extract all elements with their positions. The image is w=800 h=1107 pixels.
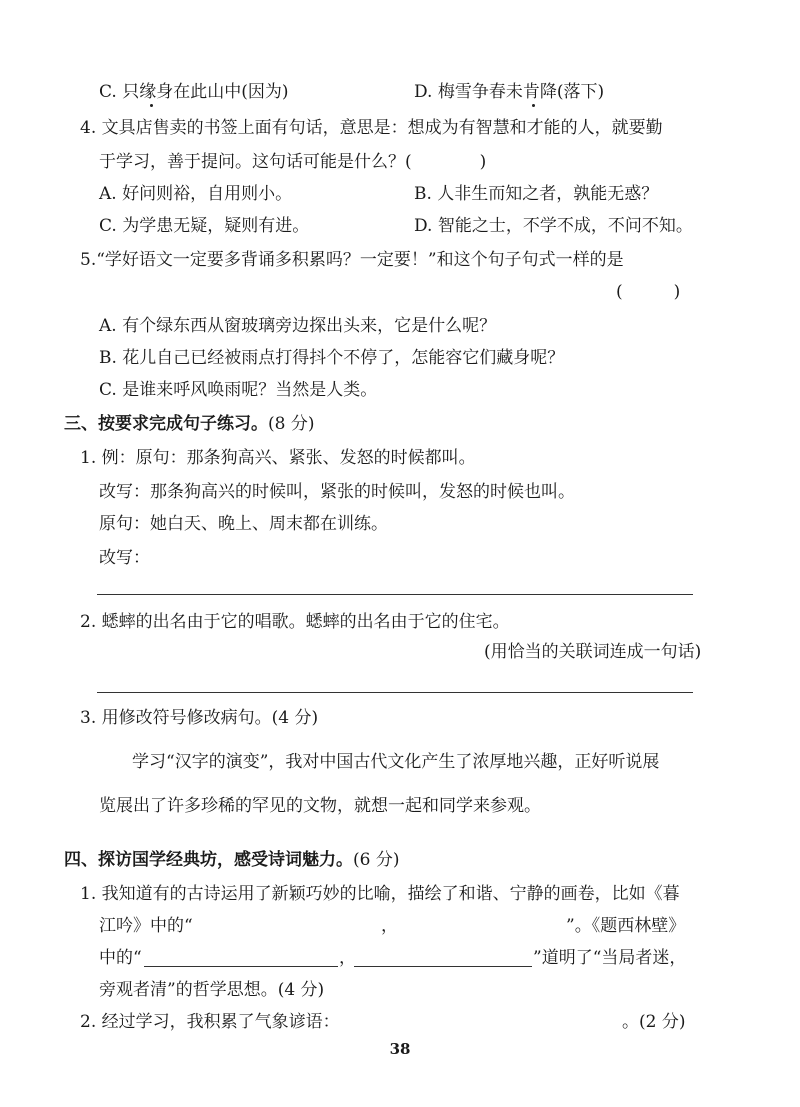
s3-item3-title: 3. 用修改符号修改病句。 — [80, 708, 272, 728]
q3-option-c: C. 只缘身在此山中(因为) — [99, 82, 289, 102]
s3-item3-paragraph-line1: 学习“汉字的演变”，我对中国古代文化产生了浓厚地兴趣，正好听说展 — [132, 752, 660, 772]
section3-heading — [64, 412, 314, 436]
s4-item2-text: 2. 经过学习，我积累了气象谚语： — [80, 1012, 340, 1032]
page-number: 38 — [389, 1040, 411, 1058]
s4-item2-end: 。(2 分) — [622, 1012, 686, 1032]
q5-stem: 5.“学好语文一定要多背诵多积累吗？一定要！”和这个句子句式一样的是 — [80, 250, 624, 270]
q4-option-d: D. 智能之士，不学不成，不问不知。 — [414, 216, 693, 236]
s3-item3-paragraph-line2: 览展出了许多珍稀的罕见的文物，就想一起和同学来参观。 — [99, 796, 541, 816]
emphasis-dot — [150, 104, 153, 107]
fill-blank[interactable] — [354, 966, 532, 967]
s3-item2-hint: (用恰当的关联词连成一句话) — [484, 642, 702, 662]
q5-answer-paren: ( ) — [616, 282, 681, 302]
fill-blank[interactable] — [144, 966, 338, 967]
q3-option-d: D. 梅雪争春未肯降(落下) — [414, 82, 605, 102]
s4-item1-line2-b: ， — [381, 916, 398, 936]
s3-item1-rewrite-example: 改写：那条狗高兴的时候叫，紧张的时候叫，发怒的时候也叫。 — [99, 482, 575, 502]
section4-title: 四、探访国学经典坊，感受诗词魅力。 — [64, 850, 353, 870]
q4-stem-line1: 4. 文具店售卖的书签上面有句话，意思是：想成为有智慧和才能的人，就要勤 — [80, 118, 663, 138]
q4-option-a: A. 好问则裕，自用则小。 — [99, 184, 293, 204]
section4-heading — [64, 848, 399, 872]
q5-option-b: B. 花儿自己已经被雨点打得抖个不停了，怎能容它们藏身呢？ — [99, 348, 565, 368]
s4-item1-line3-b: ， — [339, 948, 356, 968]
q4-stem-line2: 于学习，善于提问。这句话可能是什么？( ) — [99, 152, 487, 172]
emphasis-dot — [532, 104, 535, 107]
s4-item1-line3-c: ”道明了“当局者迷， — [533, 948, 687, 968]
s3-item3-score: (4 分) — [271, 708, 319, 728]
s3-item1-example: 1. 例：原句：那条狗高兴、紧张、发怒的时候都叫。 — [80, 448, 476, 468]
answer-line[interactable] — [97, 692, 693, 693]
q4-option-b: B. 人非生而知之者，孰能无惑？ — [414, 184, 659, 204]
s3-item3-heading — [80, 706, 318, 730]
answer-line[interactable] — [97, 594, 693, 595]
s4-item1-line2-c: ”。《题西林壁》 — [566, 916, 686, 936]
section3-score: (8 分) — [268, 414, 315, 434]
s3-item1-original: 原句：她白天、晚上、周末都在训练。 — [99, 514, 388, 534]
s3-item2-text: 2. 蟋蟀的出名由于它的唱歌。蟋蟀的出名由于它的住宅。 — [80, 612, 510, 632]
q5-option-a: A. 有个绿东西从窗玻璃旁边探出头来，它是什么呢？ — [99, 316, 497, 336]
q4-option-c: C. 为学患无疑，疑则有进。 — [99, 216, 310, 236]
s4-item1-line1: 1. 我知道有的古诗运用了新颖巧妙的比喻，描绘了和谐、宁静的画卷，比如《暮 — [80, 884, 680, 904]
section4-score: (6 分) — [353, 850, 400, 870]
s4-item1-line2-a: 江吟》中的“ — [99, 916, 193, 936]
q5-option-c: C. 是谁来呼风唤雨呢？当然是人类。 — [99, 380, 378, 400]
s4-item1-line3-a: 中的“ — [99, 948, 142, 968]
section3-title: 三、按要求完成句子练习。 — [64, 414, 268, 434]
s3-item1-rewrite-label: 改写： — [99, 548, 150, 568]
s4-item1-line4: 旁观者清”的哲学思想。(4 分) — [99, 980, 325, 1000]
